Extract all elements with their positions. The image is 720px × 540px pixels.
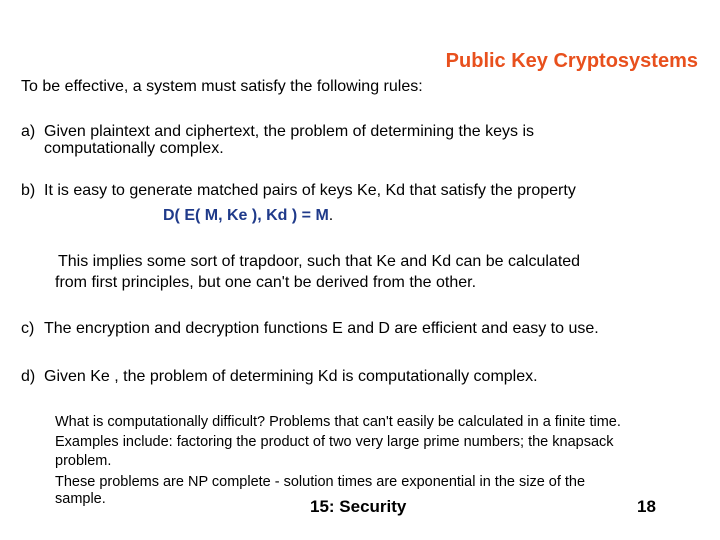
- rule-c-label: c): [21, 320, 35, 337]
- rule-b-note-line1: This implies some sort of trapdoor, such that Ke and Kd can be calculated: [58, 253, 581, 270]
- footer-section: 15: Security: [310, 497, 407, 516]
- note-line-1: What is computationally difficult? Problems that can't easily be calculated in a finite time.: [55, 414, 621, 430]
- formula-text: D( E( M, Ke ), Kd ) = M: [163, 207, 329, 224]
- note-line-2: Examples include: factoring the product of two very large prime numbers; the knapsack: [55, 434, 614, 450]
- formula-period: .: [328, 207, 334, 224]
- rule-a-line1: Given plaintext and ciphertext, the problem of determining the keys is: [44, 123, 535, 140]
- rule-b-note-line2: from first principles, but one can't be derived from the other.: [55, 274, 477, 291]
- page-number: 18: [637, 497, 656, 516]
- note-line-4: These problems are NP complete - solution times are exponential in the size of the: [55, 474, 586, 490]
- slide-title: Public Key Cryptosystems: [445, 50, 698, 72]
- intro-text: To be effective, a system must satisfy the following rules:: [21, 78, 423, 95]
- rule-d-line1: Given Ke , the problem of determining Kd is computationally complex.: [44, 368, 538, 385]
- rule-b-label: b): [21, 182, 36, 199]
- rule-b-formula: [163, 207, 333, 225]
- note-line-3: problem.: [55, 453, 112, 469]
- rule-b-line1: It is easy to generate matched pairs of keys Ke, Kd that satisfy the property: [44, 182, 576, 199]
- rule-a-label: a): [21, 123, 36, 140]
- rule-c-line1: The encryption and decryption functions E and D are efficient and easy to use.: [44, 320, 599, 337]
- rule-d-label: d): [21, 368, 36, 385]
- rule-a-line2: computationally complex.: [44, 140, 224, 157]
- note-line-5: sample.: [55, 491, 106, 507]
